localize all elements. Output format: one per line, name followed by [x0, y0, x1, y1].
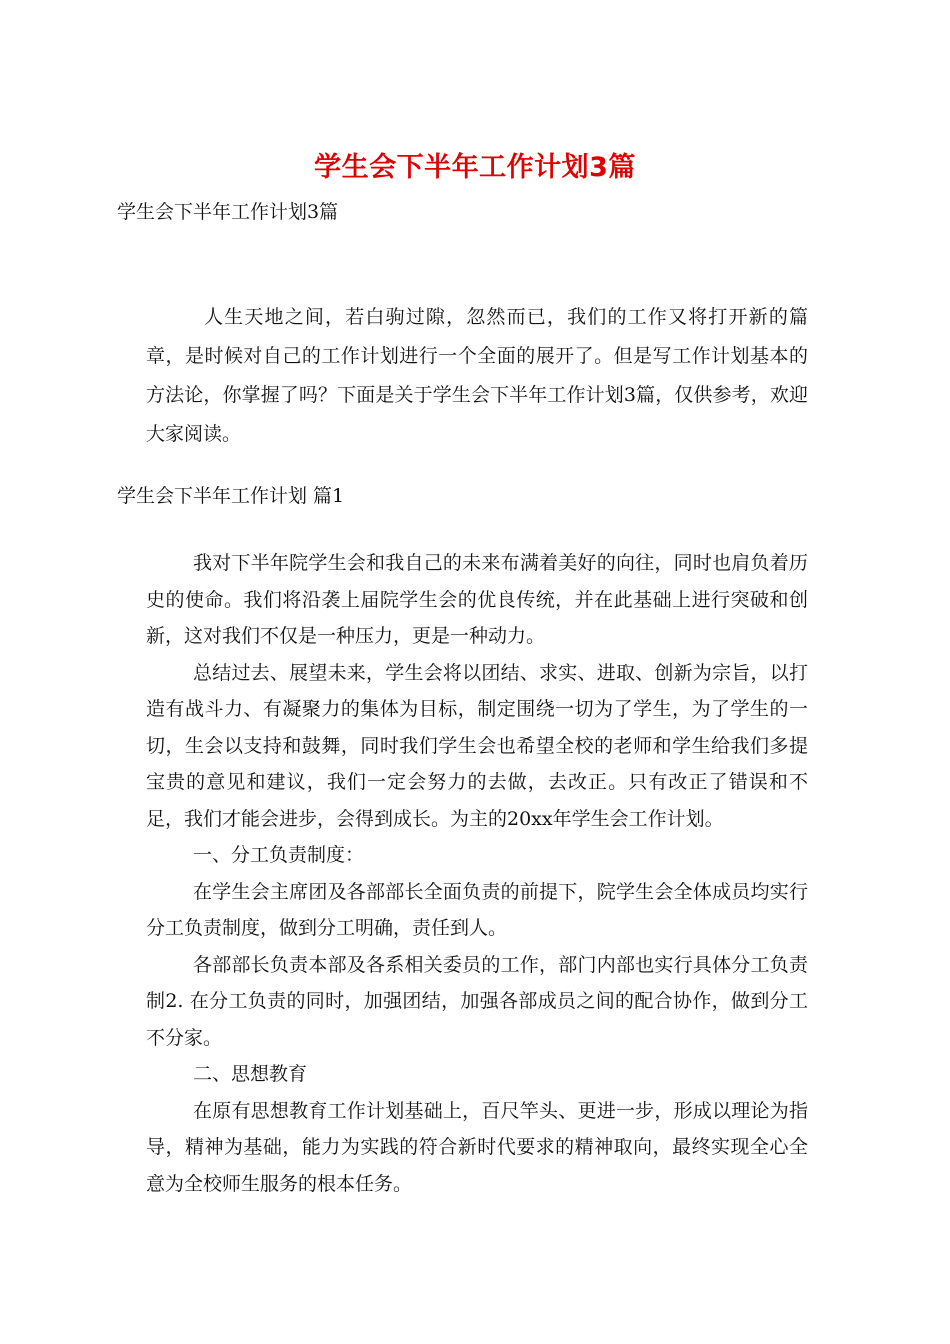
intro-block — [146, 298, 808, 454]
body-paragraph-1: 我对下半年院学生会和我自己的未来布满着美好的向往，同时也肩负着历史的使命。我们将沿袭上届院学生会的优良传统，并在此基础上进行突破和创新，这对我们不仅是一种压力，更是一种动力。 — [146, 552, 808, 647]
subheading-division-of-labor: 一、分工负责制度： — [193, 844, 365, 866]
intro-paragraph: 人生天地之间，若白驹过隙，忽然而已，我们的工作又将打开新的篇章，是时候对自己的工作计划进行一个全面的展开了。但是写工作计划基本的方法论，你掌握了吗？下面是关于学生会下半年工作计划3篇，仅供参考，欢迎大家阅读。 — [146, 306, 808, 445]
section-body — [146, 545, 808, 1202]
body-paragraph-3: 在学生会主席团及各部部长全面负责的前提下，院学生会全体成员均实行分工负责制度，做到分工明确，责任到人。 — [146, 880, 808, 939]
document-title: 学生会下半年工作计划3篇 — [314, 152, 636, 183]
document-subtitle: 学生会下半年工作计划3篇 — [117, 201, 339, 223]
body-paragraph-4: 各部部长负责本部及各系相关委员的工作，部门内部也实行具体分工负责制2. 在分工负责的同时，加强团结，加强各部成员之间的配合协作，做到分工不分家。 — [146, 953, 808, 1049]
body-paragraph-5: 在原有思想教育工作计划基础上，百尺竿头、更进一步，形成以理论为指导，精神为基础，能力为实践的符合新时代要求的精神取向，最终实现全心全意为全校师生服务的根本任务。 — [146, 1099, 808, 1195]
body-paragraph-2: 总结过去、展望未来，学生会将以团结、求实、进取、创新为宗旨，以打造有战斗力、有凝聚力的集体为目标，制定围绕一切为了学生，为了学生的一切，生会以支持和鼓舞，同时我们学生会也希望全校的老师和学生给我们多提宝贵的意见和建议，我们一定会努力的去做，去改正。只有改正了错误和不足，我们才能会进步，会得到成长。为主的20xx年学生会工作计划。 — [146, 661, 808, 830]
section-heading: 学生会下半年工作计划 篇1 — [117, 485, 345, 507]
subheading-ideological-education: 二、思想教育 — [193, 1063, 308, 1085]
